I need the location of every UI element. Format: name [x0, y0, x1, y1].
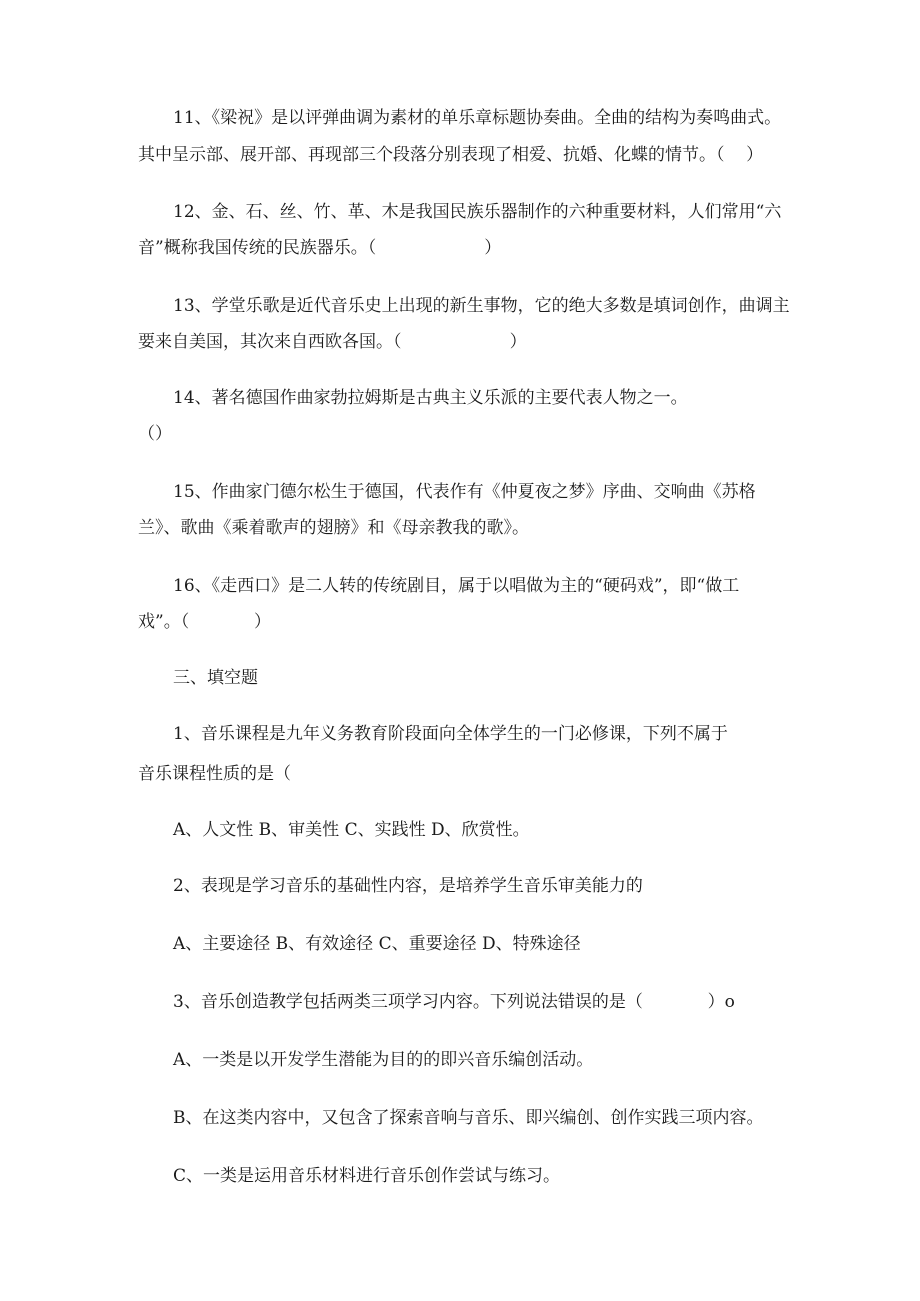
fill-q3-stem: 3、音乐创造教学包括两类三项学习内容。下列说法错误的是（ ）o [173, 992, 735, 1012]
fill-q2-stem: 2、表现是学习音乐的基础性内容，是培养学生音乐审美能力的 [173, 876, 643, 896]
q16-line-1: 16、《走西口》是二人转的传统剧目，属于以唱做为主的“硬码戏”，即“做工 [173, 576, 740, 596]
fill-q3-option-c: C、一类是运用音乐材料进行音乐创作尝试与练习。 [173, 1166, 561, 1186]
fill-q1-options: A、人文性 B、审美性 C、实践性 D、欣赏性。 [173, 820, 530, 840]
q15-line-2: 兰》、歌曲《乘着歌声的翅膀》和《母亲教我的歌》。 [138, 518, 529, 538]
fill-q2-options: A、主要途径 B、有效途径 C、重要途径 D、特殊途径 [173, 934, 581, 954]
fill-q1-line-1: 1、音乐课程是九年义务教育阶段面向全体学生的一门必修课，下列不属于 [173, 724, 728, 744]
q16-line-2: 戏”。（ ） [138, 612, 272, 632]
q15-line-1: 15、作曲家门德尔松生于德国，代表作有《仲夏夜之梦》序曲、交响曲《苏格 [173, 482, 756, 502]
q12-line-1: 12、金、石、丝、竹、革、木是我国民族乐器制作的六种重要材料，人们常用“六 [173, 202, 782, 222]
q14-line-2: （） [138, 424, 172, 444]
section-heading: 三、填空题 [173, 668, 258, 688]
q11-line-2: 其中呈示部、展开部、再现部三个段落分别表现了相爱、抗婚、化蝶的情节。（ ） [138, 145, 764, 165]
q13-line-2: 要来自美国，其次来自西欧各国。（ ） [138, 332, 527, 352]
q14-line-1: 14、著名德国作曲家勃拉姆斯是古典主义乐派的主要代表人物之一。 [173, 388, 688, 408]
q12-line-2: 音”概称我国传统的民族器乐。（ ） [138, 238, 502, 258]
fill-q3-option-b: B、在这类内容中，又包含了探索音响与音乐、即兴编创、创作实践三项内容。 [173, 1108, 764, 1128]
q13-line-1: 13、学堂乐歌是近代音乐史上出现的新生事物，它的绝大多数是填词创作，曲调主 [173, 296, 790, 316]
fill-q3-option-a: A、一类是以开发学生潜能为目的的即兴音乐编创活动。 [173, 1050, 594, 1070]
fill-q1-line-2: 音乐课程性质的是（ [138, 764, 291, 784]
q11-line-1: 11、《梁祝》是以评弹曲调为素材的单乐章标题协奏曲。全曲的结构为奏鸣曲式。 [173, 108, 782, 128]
